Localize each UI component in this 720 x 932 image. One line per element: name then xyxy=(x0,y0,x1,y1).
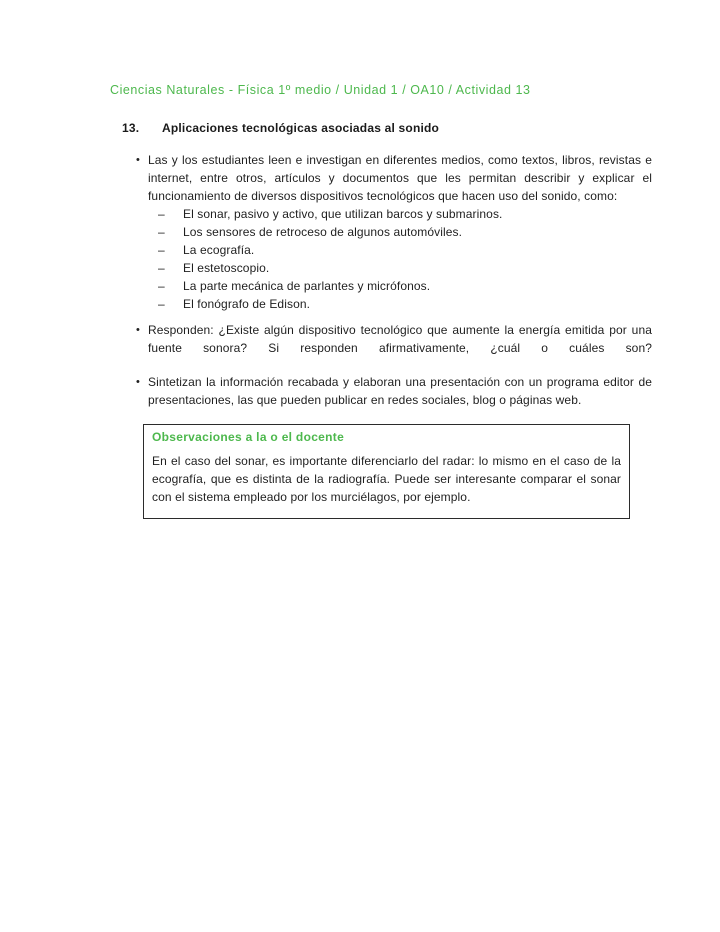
bullet-icon: • xyxy=(136,324,140,336)
sublist-item xyxy=(158,241,652,259)
sublist-item-text: El fonógrafo de Edison. xyxy=(183,297,311,311)
dash-icon: – xyxy=(158,261,165,275)
sublist-item-text: El estetoscopio. xyxy=(183,261,270,275)
note-body: En el caso del sonar, es importante diferenciarlo del radar: lo mismo en el caso de la ecografía, que es distinta de la radiografía. Puede ser interesante comparar el sonar con el sistema empleado por los murciélagos, por ejemplo. xyxy=(152,454,621,504)
dash-icon: – xyxy=(158,297,165,311)
dash-icon: – xyxy=(158,207,165,221)
breadcrumb: Ciencias Naturales - Física 1º medio / Unidad 1 / OA10 / Actividad 13 xyxy=(110,83,531,97)
paragraph-investigate: Las y los estudiantes leen e investigan en diferentes medios, como textos, libros, revistas e internet, entre otros, artículos y documentos que les permitan describir y explicar el funcionamiento de diversos dispositivos tecnológicos que hacen uso del sonido, como: xyxy=(148,153,652,203)
sublist-item xyxy=(158,259,652,277)
dash-icon: – xyxy=(158,279,165,293)
dash-icon: – xyxy=(158,243,165,257)
activity-content xyxy=(136,151,652,519)
sublist-item xyxy=(158,223,652,241)
list-item-synthesize xyxy=(136,373,652,409)
teacher-note-box xyxy=(143,424,630,519)
paragraph-respond: Responden: ¿Existe algún dispositivo tecnológico que aumente la energía emitida por una fuente sonora? Si responden afirmativamente, ¿cuál o cuáles son? xyxy=(148,323,652,355)
device-sublist xyxy=(158,205,652,313)
bullet-icon: • xyxy=(136,154,140,166)
activity-number: 13. xyxy=(122,121,140,135)
bullet-icon: • xyxy=(136,376,140,388)
list-item-investigate xyxy=(136,151,652,313)
sublist-item-text: El sonar, pasivo y activo, que utilizan barcos y submarinos. xyxy=(183,207,503,221)
activity-heading xyxy=(122,121,439,135)
sublist-item xyxy=(158,295,652,313)
list-item-respond xyxy=(136,321,652,357)
sublist-item xyxy=(158,205,652,223)
sublist-item-text: Los sensores de retroceso de algunos automóviles. xyxy=(183,225,463,239)
activity-title: Aplicaciones tecnológicas asociadas al sonido xyxy=(162,121,440,135)
sublist-item-text: La parte mecánica de parlantes y micrófonos. xyxy=(183,279,431,293)
note-title: Observaciones a la o el docente xyxy=(152,430,345,444)
dash-icon: – xyxy=(158,225,165,239)
sublist-item-text: La ecografía. xyxy=(183,243,255,257)
sublist-item xyxy=(158,277,652,295)
paragraph-synthesize: Sintetizan la información recabada y elaboran una presentación con un programa editor de presentaciones, las que pueden publicar en redes sociales, blog o páginas web. xyxy=(148,375,652,407)
